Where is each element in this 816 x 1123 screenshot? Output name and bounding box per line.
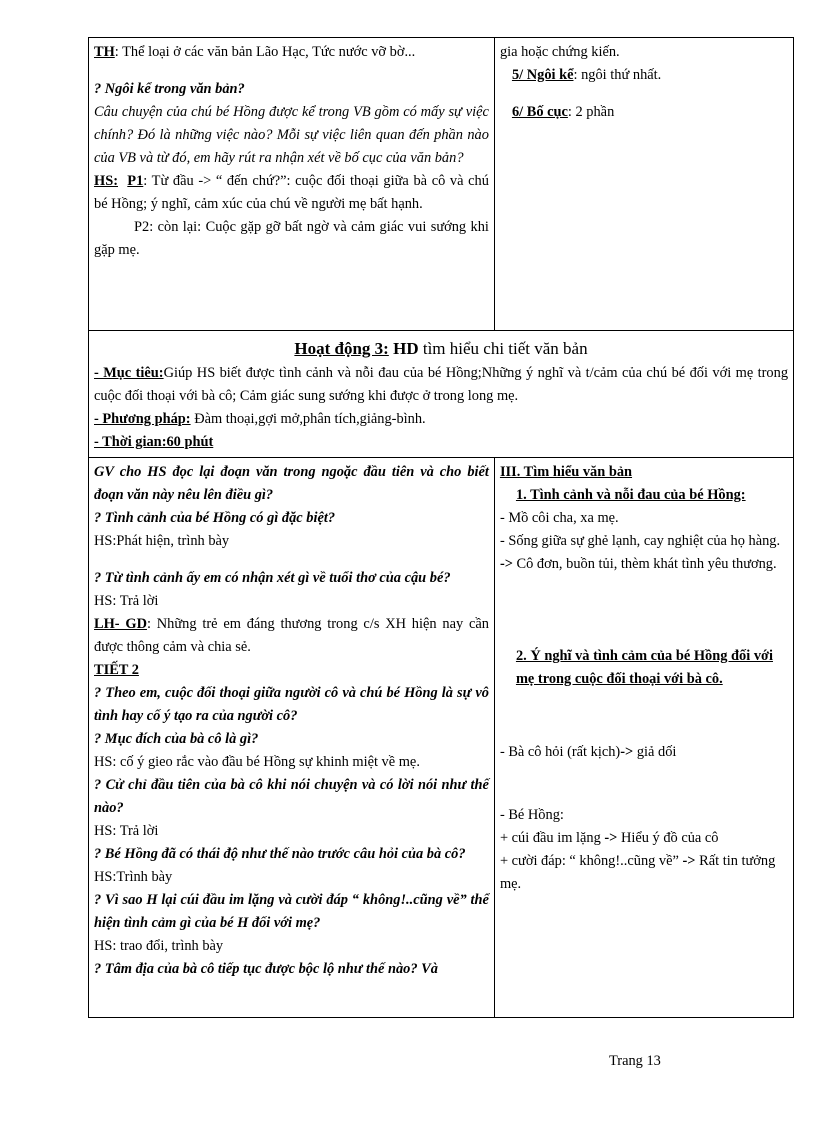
heading-rest: tìm hiểu chi tiết văn bản: [418, 339, 588, 358]
row1-left-cell: [89, 38, 495, 331]
content-text: Rất tin tưởng mẹ.: [499, 853, 776, 892]
content-text: giả dối: [633, 744, 677, 760]
tg-label: - Thời gian:60 phút: [94, 434, 214, 450]
hs-label: HS:: [94, 173, 118, 189]
question: ? Tâm địa của bà cô tiếp tục được bộc lộ như thế nào? Và: [94, 961, 438, 977]
question: ? Cử chỉ đầu tiên của bà cô khi nói chuyện và có lời nói như thế nào?: [94, 777, 489, 816]
subsection-heading: 1. Tình cảnh và nỗi đau của bé Hồng:: [515, 487, 746, 503]
heading-hd: HD: [393, 339, 419, 358]
content-line: - Bé Hồng:: [499, 807, 564, 823]
lhgd-label: LH- GD: [94, 616, 147, 632]
p2-label: P2: [134, 219, 150, 235]
lhgd-text: : Những trẻ em đáng thương trong c/s XH hiện nay cần được thông cảm và chia sẻ.: [94, 616, 489, 655]
table-row: [89, 458, 794, 1018]
activity-header-cell: [89, 331, 794, 458]
th-label: TH: [94, 44, 115, 60]
question-narrator: ? Ngôi kể trong văn bản?: [94, 81, 245, 97]
section-heading: III. Tìm hiểu văn bản: [499, 464, 633, 480]
gv-instruction: GV cho HS đọc lại đoạn văn trong ngoặc đầu tiên và cho biết đoạn văn này nêu lên điều gì?: [94, 464, 489, 503]
hs-answer: HS: cố ý gieo rắc vào đầu bé Hồng sự khinh miệt về mẹ.: [94, 754, 420, 770]
hs-answer: HS:Trình bày: [94, 869, 173, 885]
question: ? Từ tình cảnh ấy em có nhận xét gì về tuổi thơ của cậu bé?: [94, 570, 451, 586]
content-text: + cười đáp: “ không!..cũng về”: [499, 853, 683, 869]
muctieu-text: Giúp HS biết được tình cảnh và nỗi đau của bé Hồng;Những ý nghĩ và t/cảm của chú bé đối với mẹ trong cuộc đối thoại với bà cô; Cảm giác sung sướng khi được ở trong long mẹ.: [94, 365, 789, 404]
right-line: gia hoặc chứng kiến.: [499, 44, 620, 60]
question-events: Câu chuyện của chú bé Hồng được kể trong VB gồm có mấy sự việc chính? Đó là những việc nào? Mỗi sự việc liên quan đến phần nào của VB và từ đó, em hãy rút ra nhận xét về bố cục của văn bản?: [94, 104, 489, 166]
content-text: + cúi đầu im lặng: [499, 830, 605, 846]
arrow: ->: [604, 830, 618, 846]
th-text: : Thể loại ở các văn bản Lão Hạc, Tức nước vỡ bờ...: [114, 44, 416, 60]
question: ? Mục đích của bà cô là gì?: [94, 731, 259, 747]
content-text: Cô đơn, buồn tủi, thèm khát tình yêu thương.: [512, 556, 777, 572]
hs-answer: HS:Phát hiện, trình bày: [94, 533, 230, 549]
item5-label: 5/ Ngôi kể: [511, 67, 574, 83]
p1-text: : Từ đầu -> “ đến chứ?”: cuộc đối thoại giữa bà cô và chú bé Hồng; ý nghĩ, cảm xúc của chú về người mẹ bất hạnh.: [94, 173, 489, 212]
row3-left-cell: [89, 458, 495, 1018]
pp-text: Đàm thoại,gợi mở,phân tích,giảng-bình.: [190, 411, 426, 427]
row1-right-cell: [494, 38, 793, 331]
arrow: ->: [620, 744, 634, 760]
muctieu-label: - Mục tiêu:: [94, 365, 164, 381]
question: ? Tình cảnh của bé Hồng có gì đặc biệt?: [94, 510, 336, 526]
p2-text: : còn lại: Cuộc gặp gỡ bất ngờ và cảm giác vui sướng khi gặp mẹ.: [94, 219, 489, 258]
item6-text: : 2 phần: [567, 104, 615, 120]
question: ? Vì sao H lại cúi đầu im lặng và cười đáp “ không!..cũng về” thể hiện tình cảm gì của bé H đối với mẹ?: [94, 892, 489, 931]
item5-text: : ngôi thứ nhất.: [573, 67, 662, 83]
lesson-table: [88, 37, 794, 1018]
question: ? Theo em, cuộc đối thoại giữa người cô và chú bé Hồng là sự vô tình hay cố ý tạo ra của người cô?: [94, 685, 489, 724]
hs-answer: HS: Trả lời: [94, 593, 159, 609]
table-row: [89, 38, 794, 331]
activity-heading: [94, 336, 788, 362]
p1-label: P1: [127, 173, 144, 189]
question: ? Bé Hồng đã có thái độ như thế nào trước câu hỏi của bà cô?: [94, 846, 466, 862]
content-text: - Bà cô hỏi (rất kịch): [499, 744, 621, 760]
pp-label: - Phương pháp:: [94, 411, 191, 427]
hs-answer: HS: trao đổi, trình bày: [94, 938, 224, 954]
content-line: - Mồ côi cha, xa mẹ.: [499, 510, 619, 526]
content-text: Hiểu ý đồ của cô: [617, 830, 719, 846]
arrow: ->: [499, 556, 513, 572]
tiet-heading: TIẾT 2: [94, 662, 139, 678]
item6-label: 6/ Bố cục: [511, 104, 568, 120]
hs-answer: HS: Trả lời: [94, 823, 159, 839]
arrow: ->: [682, 853, 696, 869]
row3-right-cell: [494, 458, 793, 1018]
page-number: Trang 13: [609, 1053, 661, 1069]
subsection-heading: 2. Ý nghĩ và tình cảm của bé Hồng đối với mẹ trong cuộc đối thoại với bà cô.: [515, 648, 773, 687]
content-line: - Sống giữa sự ghẻ lạnh, cay nghiệt của họ hàng.: [499, 533, 781, 549]
heading-prefix: Hoạt động 3:: [294, 339, 389, 358]
table-row: [89, 331, 794, 458]
